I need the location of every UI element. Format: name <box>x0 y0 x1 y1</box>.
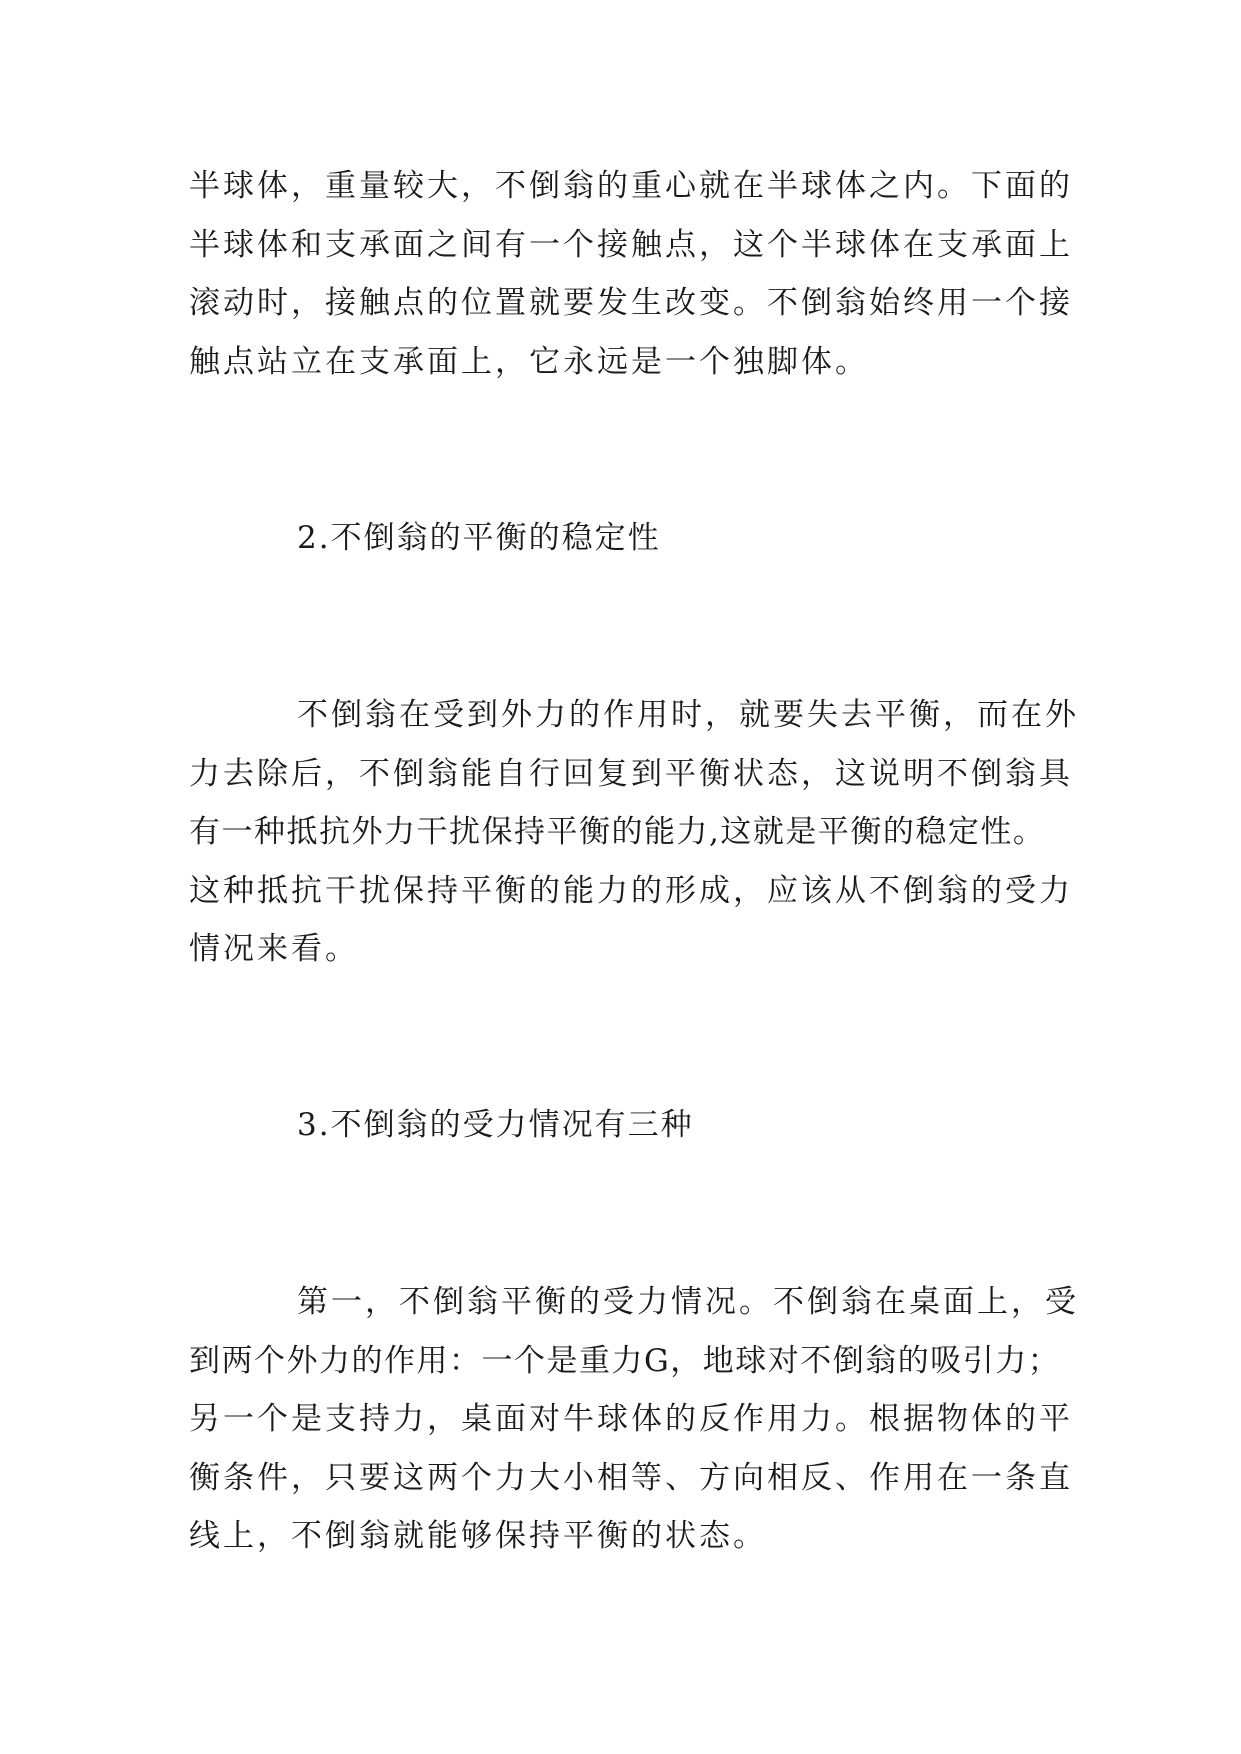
paragraph-line: 半球体，重量较大，不倒翁的重心就在半球体之内。下面的 <box>189 168 1073 204</box>
paragraph-line: 触点站立在支承面上，它永远是一个独脚体。 <box>189 343 869 380</box>
paragraph-line: 衡条件，只要这两个力大小相等、方向相反、作用在一条直 <box>189 1459 1073 1496</box>
paragraph-line: 另一个是支持力，桌面对牛球体的反作用力。根据物体的平 <box>189 1401 1073 1437</box>
paragraph-1 <box>189 157 1073 391</box>
paragraph-line: 情况来看。 <box>189 931 359 967</box>
paragraph-line: 这种抵抗干扰保持平衡的能力的形成，应该从不倒翁的受力 <box>189 872 1073 909</box>
paragraph-line: 力去除后，不倒翁能自行回复到平衡状态，这说明不倒翁具 <box>189 755 1073 792</box>
paragraph-line: 滚动时，接触点的位置就要发生改变。不倒翁始终用一个接 <box>189 285 1073 321</box>
paragraph-2 <box>189 686 1079 979</box>
paragraph-line: 第一，不倒翁平衡的受力情况。不倒翁在桌面上，受 <box>297 1284 1079 1320</box>
section-heading-2: 2.不倒翁的平衡的稳定性 <box>297 520 661 556</box>
section-heading-3: 3.不倒翁的受力情况有三种 <box>297 1107 694 1143</box>
paragraph-line: 线上，不倒翁就能够保持平衡的状态。 <box>189 1518 767 1554</box>
paragraph-line: 半球体和支承面之间有一个接触点，这个半球体在支承面上 <box>189 226 1073 263</box>
paragraph-3 <box>189 1273 1079 1566</box>
paragraph-line: 不倒翁在受到外力的作用时，就要失去平衡，而在外 <box>297 697 1079 733</box>
paragraph-line: 到两个外力的作用：一个是重力G，地球对不倒翁的吸引力； <box>189 1342 1061 1379</box>
paragraph-line: 有一种抵抗外力干扰保持平衡的能力,这就是平衡的稳定性。 <box>189 814 1046 850</box>
